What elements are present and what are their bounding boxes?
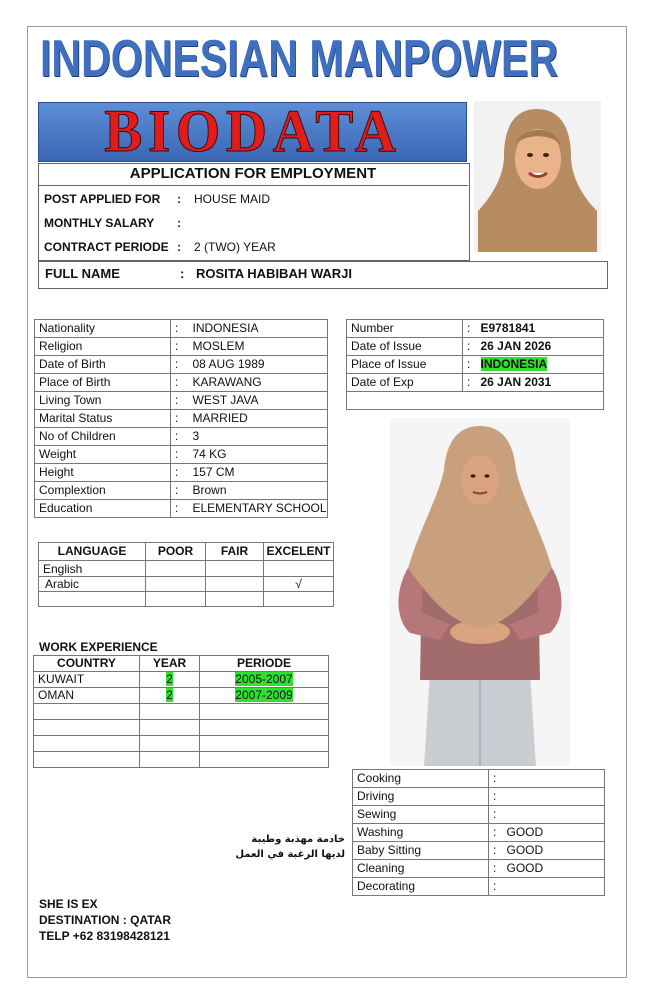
pob-value: KARAWANG <box>189 374 328 392</box>
skill-value: GOOD <box>503 824 605 842</box>
dob-label: Date of Birth <box>35 356 171 374</box>
work-country: OMAN <box>34 688 140 704</box>
colon: : <box>171 500 189 518</box>
table-row <box>353 860 605 878</box>
table-row <box>34 688 329 704</box>
education-label: Education <box>35 500 171 518</box>
table-row <box>353 878 605 896</box>
language-table <box>38 542 334 607</box>
skill-value: GOOD <box>503 842 605 860</box>
table-row <box>35 410 328 428</box>
height-label: Height <box>35 464 171 482</box>
footer-ex: SHE IS EX <box>39 897 98 911</box>
biodata-title: BIODATA <box>104 98 402 164</box>
table-row <box>35 482 328 500</box>
personal-info-table <box>34 319 328 518</box>
skill-value: GOOD <box>503 860 605 878</box>
language-excellent <box>264 561 334 577</box>
religion-value: MOSLEM <box>189 338 328 356</box>
table-row <box>347 374 604 392</box>
colon: : <box>463 338 477 356</box>
date-of-exp-label: Date of Exp <box>347 374 463 392</box>
colon: : <box>177 192 181 206</box>
table-row <box>34 672 329 688</box>
full-name-value: ROSITA HABIBAH WARJI <box>196 266 352 281</box>
colon: : <box>171 374 189 392</box>
arabic-note <box>200 832 345 862</box>
nationality-value: INDONESIA <box>189 320 328 338</box>
skill-name: Cooking <box>353 770 489 788</box>
colon: : <box>180 266 185 281</box>
table-row <box>35 356 328 374</box>
colon: : <box>463 374 477 392</box>
colon: : <box>489 824 503 842</box>
table-row <box>353 806 605 824</box>
language-name: Arabic <box>39 577 146 592</box>
passport-table <box>346 319 604 410</box>
colon: : <box>171 320 189 338</box>
living-town-label: Living Town <box>35 392 171 410</box>
table-header-row <box>34 656 329 672</box>
country-header: COUNTRY <box>34 656 140 672</box>
page-title: INDONESIAN MANPOWER <box>40 30 559 88</box>
table-row <box>353 770 605 788</box>
table-header-row <box>39 543 334 561</box>
table-row <box>35 464 328 482</box>
passport-number-value: E9781841 <box>480 321 536 335</box>
table-row <box>39 592 334 607</box>
skill-value <box>503 806 605 824</box>
skill-name: Cleaning <box>353 860 489 878</box>
table-row <box>347 338 604 356</box>
table-row <box>34 720 329 736</box>
work-year: 2 <box>166 672 173 686</box>
skill-value <box>503 770 605 788</box>
children-value: 3 <box>189 428 328 446</box>
table-row <box>353 824 605 842</box>
table-row <box>34 704 329 720</box>
colon: : <box>171 338 189 356</box>
table-row <box>39 561 334 577</box>
skill-value <box>503 788 605 806</box>
language-poor <box>146 561 206 577</box>
table-row <box>347 392 604 410</box>
language-fair <box>206 561 264 577</box>
table-row <box>35 428 328 446</box>
skills-table <box>352 769 605 896</box>
colon: : <box>177 240 181 254</box>
colon: : <box>171 482 189 500</box>
full-name-label: FULL NAME <box>45 266 120 281</box>
marital-label: Marital Status <box>35 410 171 428</box>
language-name: English <box>39 561 146 577</box>
empty-cell <box>347 392 604 410</box>
colon: : <box>489 788 503 806</box>
weight-label: Weight <box>35 446 171 464</box>
place-of-issue-label: Place of Issue <box>347 356 463 374</box>
colon: : <box>489 860 503 878</box>
arabic-note-line: خادمة مهذبة وطيبة <box>251 834 345 845</box>
skill-value <box>503 878 605 896</box>
colon: : <box>177 216 181 230</box>
application-heading: APPLICATION FOR EMPLOYMENT <box>38 163 468 186</box>
living-town-value: WEST JAVA <box>189 392 328 410</box>
table-row <box>353 842 605 860</box>
language-fair <box>206 577 264 592</box>
arabic-note-line: لديها الرغبة في العمل <box>235 849 345 860</box>
skill-name: Baby Sitting <box>353 842 489 860</box>
colon: : <box>463 356 477 374</box>
work-periode: 2005-2007 <box>235 672 293 686</box>
work-periode: 2007-2009 <box>235 688 293 702</box>
contract-periode-label: CONTRACT PERIODE <box>44 240 169 254</box>
date-of-issue-value: 26 JAN 2026 <box>480 339 552 353</box>
skill-name: Washing <box>353 824 489 842</box>
colon: : <box>489 878 503 896</box>
post-applied-value: HOUSE MAID <box>194 192 271 206</box>
periode-header: PERIODE <box>200 656 329 672</box>
skill-name: Driving <box>353 788 489 806</box>
education-value: ELEMENTARY SCHOOL <box>189 500 328 518</box>
colon: : <box>463 320 477 338</box>
skill-name: Decorating <box>353 878 489 896</box>
date-of-exp-value: 26 JAN 2031 <box>480 375 552 389</box>
colon: : <box>171 356 189 374</box>
table-row <box>35 500 328 518</box>
place-of-issue-value: INDONESIA <box>480 357 548 371</box>
complexion-value: Brown <box>189 482 328 500</box>
date-of-issue-label: Date of Issue <box>347 338 463 356</box>
table-row <box>39 577 334 592</box>
headshot-photo <box>474 101 601 252</box>
table-row <box>35 374 328 392</box>
marital-value: MARRIED <box>189 410 328 428</box>
footer-destination: DESTINATION : QATAR <box>39 913 171 927</box>
children-label: No of Children <box>35 428 171 446</box>
height-value: 157 CM <box>189 464 328 482</box>
colon: : <box>489 770 503 788</box>
work-year: 2 <box>166 688 173 702</box>
footer-phone: TELP +62 83198428121 <box>39 929 170 943</box>
colon: : <box>489 806 503 824</box>
religion-label: Religion <box>35 338 171 356</box>
table-row <box>35 446 328 464</box>
year-header: YEAR <box>140 656 200 672</box>
dob-value: 08 AUG 1989 <box>189 356 328 374</box>
contract-periode-value: 2 (TWO) YEAR <box>194 240 276 254</box>
table-row <box>34 752 329 768</box>
colon: : <box>171 392 189 410</box>
weight-value: 74 KG <box>189 446 328 464</box>
work-country: KUWAIT <box>34 672 140 688</box>
nationality-label: Nationality <box>35 320 171 338</box>
colon: : <box>489 842 503 860</box>
table-row <box>35 338 328 356</box>
post-applied-label: POST APPLIED FOR <box>44 192 161 206</box>
language-poor <box>146 577 206 592</box>
table-row <box>35 392 328 410</box>
colon: : <box>171 428 189 446</box>
language-excellent: √ <box>264 577 334 592</box>
work-experience-title: WORK EXPERIENCE <box>39 640 158 654</box>
table-row <box>35 320 328 338</box>
table-row <box>34 736 329 752</box>
monthly-salary-label: MONTHLY SALARY <box>44 216 155 230</box>
work-experience-table <box>33 655 329 768</box>
table-row <box>347 320 604 338</box>
poor-header: POOR <box>146 543 206 561</box>
colon: : <box>171 410 189 428</box>
complexion-label: Complextion <box>35 482 171 500</box>
colon: : <box>171 464 189 482</box>
skill-name: Sewing <box>353 806 489 824</box>
fair-header: FAIR <box>206 543 264 561</box>
footer-info <box>39 896 171 944</box>
colon: : <box>171 446 189 464</box>
table-row <box>347 356 604 374</box>
passport-number-label: Number <box>347 320 463 338</box>
excellent-header: EXCELENT <box>264 543 334 561</box>
pob-label: Place of Birth <box>35 374 171 392</box>
table-row <box>353 788 605 806</box>
full-body-photo <box>390 418 570 766</box>
language-header: LANGUAGE <box>39 543 146 561</box>
